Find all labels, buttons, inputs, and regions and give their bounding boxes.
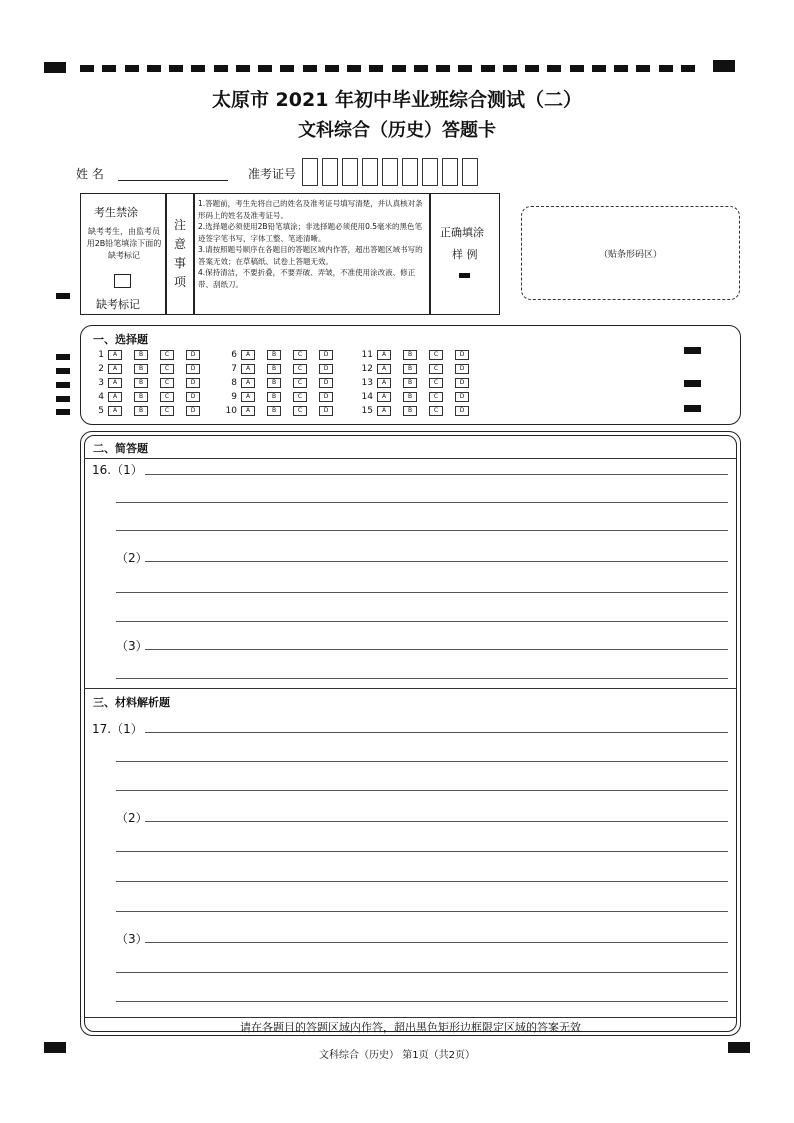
mcq-option-b[interactable]: B: [403, 378, 417, 388]
timing-mark: [684, 380, 701, 387]
notice-label: [172, 216, 188, 292]
mcq-option-b[interactable]: B: [134, 406, 148, 416]
answer-line[interactable]: [116, 972, 728, 973]
timing-dash: [681, 65, 695, 72]
mcq-question-10: [223, 406, 345, 416]
mcq-option-c[interactable]: C: [293, 364, 307, 374]
mcq-option-c[interactable]: C: [293, 406, 307, 416]
mcq-option-a[interactable]: A: [241, 392, 255, 402]
mcq-option-b[interactable]: B: [134, 364, 148, 374]
q16-part2-label: （2）: [116, 551, 148, 565]
notice-label-char: 项: [173, 275, 186, 289]
mcq-question-number: 1: [98, 350, 104, 360]
notice-item: 1.答题前，考生先将自己的姓名及准考证号填写清楚，并认真核对条形码上的姓名及准考证号。: [198, 199, 423, 220]
mcq-option-d[interactable]: D: [319, 392, 333, 402]
exam-id-cell[interactable]: [402, 158, 418, 186]
timing-dash: [547, 65, 561, 72]
mcq-option-c[interactable]: C: [429, 406, 443, 416]
mcq-option-a[interactable]: A: [108, 378, 122, 388]
absent-mark-label: 缺考标记: [96, 298, 140, 311]
answer-line[interactable]: [116, 621, 728, 622]
timing-dash: [369, 65, 383, 72]
answer-line[interactable]: [116, 530, 728, 531]
mcq-question-number: 3: [98, 378, 104, 388]
mcq-question-9: [223, 392, 345, 402]
timing-dash: [325, 65, 339, 72]
mcq-question-12: [359, 364, 481, 374]
answer-line[interactable]: [145, 649, 728, 650]
mcq-question-14: [359, 392, 481, 402]
material-title: 三、材料解析题: [93, 696, 170, 709]
name-label: 姓 名: [76, 167, 104, 181]
timing-mark: [56, 409, 70, 415]
mcq-question-number: 2: [98, 364, 104, 374]
timing-dash: [392, 65, 406, 72]
mcq-option-a[interactable]: A: [377, 350, 391, 360]
q17-label: 17.（1）: [92, 722, 143, 736]
mcq-option-c[interactable]: C: [160, 378, 174, 388]
timing-dash: [347, 65, 361, 72]
exam-id-cell[interactable]: [462, 158, 478, 186]
timing-mark-left: [56, 293, 70, 299]
timing-dash: [525, 65, 539, 72]
mcq-option-b[interactable]: B: [267, 392, 281, 402]
answer-line[interactable]: [116, 911, 728, 912]
timing-dash: [191, 65, 205, 72]
mcq-question-number: 6: [231, 350, 237, 360]
mcq-option-d[interactable]: D: [319, 364, 333, 374]
mcq-question-number: 4: [98, 392, 104, 402]
exam-id-cell[interactable]: [342, 158, 358, 186]
sample-line1: 正确填涂: [440, 226, 484, 239]
mcq-option-b[interactable]: B: [267, 378, 281, 388]
mcq-option-a[interactable]: A: [377, 364, 391, 374]
timing-mark: [56, 396, 70, 402]
mcq-option-d[interactable]: D: [186, 406, 200, 416]
answer-line[interactable]: [145, 561, 728, 562]
exam-id-cell[interactable]: [362, 158, 378, 186]
page-title: 太原市 2021 年初中毕业班综合测试（二）: [211, 89, 583, 111]
timing-mark: [56, 382, 70, 388]
mcq-question-8: [223, 378, 345, 388]
absent-text: 缺考考生，由监考员用2B铅笔填涂下面的缺考标记: [86, 227, 162, 260]
timing-dash-row: [80, 65, 695, 72]
mcq-question-11: [359, 350, 481, 360]
timing-dash: [236, 65, 250, 72]
mcq-question-13: [359, 378, 481, 388]
mcq-option-b[interactable]: B: [267, 406, 281, 416]
mcq-option-c[interactable]: C: [429, 378, 443, 388]
timing-mark: [684, 347, 701, 354]
answer-line[interactable]: [116, 790, 728, 791]
q17-part3-label: （3）: [116, 932, 148, 946]
sample-line2: 样 例: [452, 248, 478, 261]
mcq-option-c[interactable]: C: [160, 364, 174, 374]
mcq-question-4: [90, 392, 212, 402]
timing-dash: [214, 65, 228, 72]
mcq-option-c[interactable]: C: [160, 406, 174, 416]
mcq-option-d[interactable]: D: [186, 364, 200, 374]
absent-title: 考生禁涂: [94, 206, 138, 219]
mcq-option-d[interactable]: D: [455, 378, 469, 388]
mcq-option-d[interactable]: D: [319, 378, 333, 388]
mcq-option-b[interactable]: B: [134, 350, 148, 360]
mcq-option-c[interactable]: C: [293, 350, 307, 360]
timing-dash: [614, 65, 628, 72]
timing-dash: [458, 65, 472, 72]
mcq-option-a[interactable]: A: [377, 406, 391, 416]
short-title-divider: [84, 458, 737, 459]
timing-mark-top-right: [713, 60, 735, 72]
timing-dash: [102, 65, 116, 72]
mcq-option-d[interactable]: D: [455, 364, 469, 374]
timing-mark: [56, 354, 70, 360]
sample-filled-mark: [459, 273, 470, 278]
mcq-option-d[interactable]: D: [186, 378, 200, 388]
notice-item: 2.选择题必须使用2B铅笔填涂；非选择题必须使用0.5毫米的黑色笔迹签字笔书写，字体工整、笔迹清晰。: [198, 222, 422, 243]
mcq-question-6: [223, 350, 345, 360]
timing-dash: [169, 65, 183, 72]
mcq-option-c[interactable]: C: [429, 364, 443, 374]
mcq-question-2: [90, 364, 212, 374]
mcq-question-number: 10: [225, 406, 237, 416]
q16-label: 16.（1）: [92, 463, 143, 477]
mcq-option-a[interactable]: A: [241, 378, 255, 388]
footer-divider: [84, 1017, 737, 1018]
exam-id-label: 准考证号: [248, 167, 297, 181]
timing-dash: [414, 65, 428, 72]
exam-id-cell[interactable]: [322, 158, 338, 186]
mcq-title: 一、选择题: [93, 333, 148, 346]
exam-id-cell[interactable]: [422, 158, 438, 186]
q16-part3-label: （3）: [116, 639, 148, 653]
timing-mark-top-left: [44, 62, 66, 73]
mcq-option-c[interactable]: C: [293, 392, 307, 402]
footer-warning: 请在各题目的答题区域内作答，超出黑色矩形边框限定区域的答案无效: [240, 1021, 581, 1034]
exam-id-cell[interactable]: [442, 158, 458, 186]
short-title: 二、简答题: [93, 442, 148, 455]
mcq-question-number: 15: [361, 406, 373, 416]
notice-item: 4.保持清洁，不要折叠，不要弄破、弄皱，不准使用涂改液、修正带、刮纸刀。: [198, 268, 416, 289]
timing-dash: [80, 65, 94, 72]
answer-line[interactable]: [116, 761, 728, 762]
mcq-option-a[interactable]: A: [377, 378, 391, 388]
mcq-option-b[interactable]: B: [267, 364, 281, 374]
mcq-option-a[interactable]: A: [241, 406, 255, 416]
notice-label-char: 意: [173, 237, 186, 251]
mcq-question-number: 14: [361, 392, 373, 402]
mcq-option-b[interactable]: B: [134, 378, 148, 388]
mcq-question-number: 5: [98, 406, 104, 416]
absent-checkbox[interactable]: [114, 274, 131, 288]
timing-dash: [636, 65, 650, 72]
timing-dash: [280, 65, 294, 72]
answer-line[interactable]: [116, 881, 728, 882]
mcq-question-1: [90, 350, 212, 360]
mcq-option-d[interactable]: D: [455, 406, 469, 416]
answer-line[interactable]: [116, 678, 728, 679]
mcq-option-b[interactable]: B: [403, 350, 417, 360]
mcq-question-number: 12: [361, 364, 373, 374]
timing-dash: [659, 65, 673, 72]
answer-line[interactable]: [116, 502, 728, 503]
mcq-option-c[interactable]: C: [160, 350, 174, 360]
mcq-option-d[interactable]: D: [319, 406, 333, 416]
answer-line[interactable]: [116, 851, 728, 852]
mcq-question-number: 13: [361, 378, 373, 388]
answer-line[interactable]: [145, 821, 728, 822]
mcq-option-c[interactable]: C: [429, 350, 443, 360]
timing-dash: [125, 65, 139, 72]
answer-line[interactable]: [145, 732, 728, 733]
mcq-question-15: [359, 406, 481, 416]
mcq-option-b[interactable]: B: [403, 392, 417, 402]
mcq-option-b[interactable]: B: [267, 350, 281, 360]
notice-label-char: 注: [173, 218, 186, 232]
mcq-option-c[interactable]: C: [160, 392, 174, 402]
mcq-option-b[interactable]: B: [403, 406, 417, 416]
mcq-question-3: [90, 378, 212, 388]
q17-part2-label: （2）: [116, 811, 148, 825]
page-footer: 文科综合（历史） 第1页（共2页）: [319, 1050, 475, 1061]
timing-mark: [56, 368, 70, 374]
timing-dash: [303, 65, 317, 72]
mcq-option-a[interactable]: A: [377, 392, 391, 402]
timing-dash: [436, 65, 450, 72]
mcq-question-number: 7: [231, 364, 237, 374]
mcq-option-c[interactable]: C: [293, 378, 307, 388]
timing-dash: [258, 65, 272, 72]
mcq-option-a[interactable]: A: [241, 350, 255, 360]
mcq-option-b[interactable]: B: [134, 392, 148, 402]
mcq-question-5: [90, 406, 212, 416]
mcq-option-a[interactable]: A: [108, 406, 122, 416]
answer-line[interactable]: [145, 942, 728, 943]
section-divider: [84, 688, 737, 689]
mcq-option-b[interactable]: B: [403, 364, 417, 374]
mcq-option-d[interactable]: D: [455, 350, 469, 360]
answer-line[interactable]: [145, 474, 728, 475]
mcq-option-a[interactable]: A: [108, 350, 122, 360]
timing-dash: [503, 65, 517, 72]
mcq-question-7: [223, 364, 345, 374]
mcq-question-number: 8: [231, 378, 237, 388]
page-subtitle: 文科综合（历史）答题卡: [298, 120, 496, 141]
answer-line[interactable]: [116, 592, 728, 593]
mcq-option-a[interactable]: A: [108, 364, 122, 374]
notice-label-char: 事: [173, 256, 186, 270]
barcode-label: （贴条形码区）: [598, 250, 662, 260]
name-field[interactable]: [118, 180, 228, 181]
mcq-option-a[interactable]: A: [108, 392, 122, 402]
mcq-option-d[interactable]: D: [186, 392, 200, 402]
timing-dash: [147, 65, 161, 72]
notice-items: [198, 198, 426, 290]
timing-dash: [481, 65, 495, 72]
mcq-option-d[interactable]: D: [455, 392, 469, 402]
mcq-option-d[interactable]: D: [319, 350, 333, 360]
mcq-option-c[interactable]: C: [429, 392, 443, 402]
answer-line[interactable]: [116, 1001, 728, 1002]
timing-mark: [684, 405, 701, 412]
exam-id-cell[interactable]: [302, 158, 318, 186]
exam-id-cell[interactable]: [382, 158, 398, 186]
timing-dash: [570, 65, 584, 72]
mcq-option-a[interactable]: A: [241, 364, 255, 374]
mcq-question-number: 11: [361, 350, 373, 360]
notice-item: 3.请按照题号顺序在各题目的答题区域内作答，超出答题区域书写的答案无效；在草稿纸、试卷上答题无效。: [198, 245, 423, 266]
mcq-option-d[interactable]: D: [186, 350, 200, 360]
timing-dash: [592, 65, 606, 72]
mcq-question-number: 9: [231, 392, 237, 402]
